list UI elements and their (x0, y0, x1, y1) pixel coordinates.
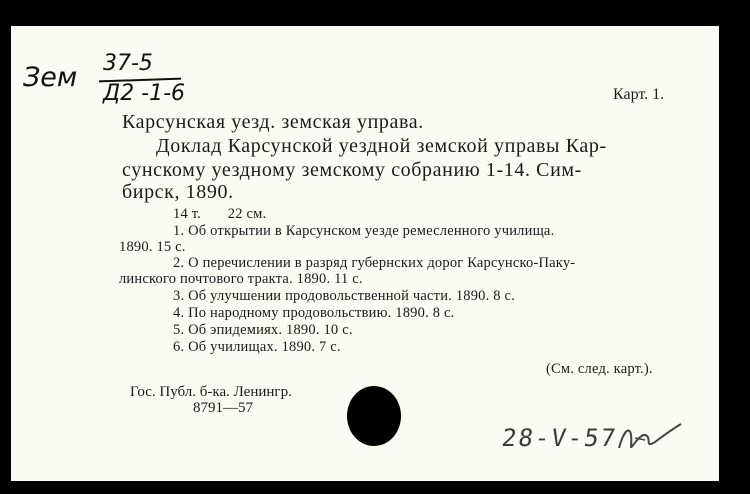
card-number: Карт. 1. (613, 86, 665, 103)
contents-item: 4. По народному продовольствию. 1890. 8 с. (173, 305, 455, 321)
title-line: сунскому уездному земскому собранию 1-14. Сим- (122, 159, 582, 181)
continued-note: (См. след. карт.). (546, 361, 653, 377)
library-number: 8791—57 (193, 400, 253, 416)
title-line: бирск, 1890. (122, 181, 234, 203)
contents-item: 1890. 15 с. (119, 239, 186, 255)
title-line: Доклад Карсунской уездной земской управы Кар- (156, 135, 607, 157)
contents-item: 1. Об открытии в Карсунском уезде ремесленного училища. (173, 223, 555, 239)
signature (615, 418, 685, 454)
punch-hole (347, 386, 401, 446)
heading: Карсунская уезд. земская управа. (122, 111, 424, 133)
library-name: Гос. Публ. б-ка. Ленингр. (130, 384, 292, 400)
date-stamp: 28-V-57 (500, 424, 620, 452)
handwritten-number-top: 37-5 (103, 51, 153, 76)
contents-item: 6. Об училищах. 1890. 7 с. (173, 339, 341, 355)
contents-item: 5. Об эпидемиях. 1890. 10 с. (173, 322, 353, 338)
handwritten-prefix: Зем (23, 62, 78, 93)
physical-description: 14 т. 22 см. (173, 206, 267, 222)
contents-item: линского почтового тракта. 1890. 11 с. (119, 271, 363, 287)
contents-item: 2. О перечислении в разряд губернских дорог Карсунско-Паку- (173, 255, 576, 271)
catalog-card (11, 26, 719, 481)
handwritten-number-bottom: Д2 -1-6 (103, 81, 186, 106)
contents-item: 3. Об улучшении продовольственной части. 1890. 8 с. (173, 288, 516, 304)
